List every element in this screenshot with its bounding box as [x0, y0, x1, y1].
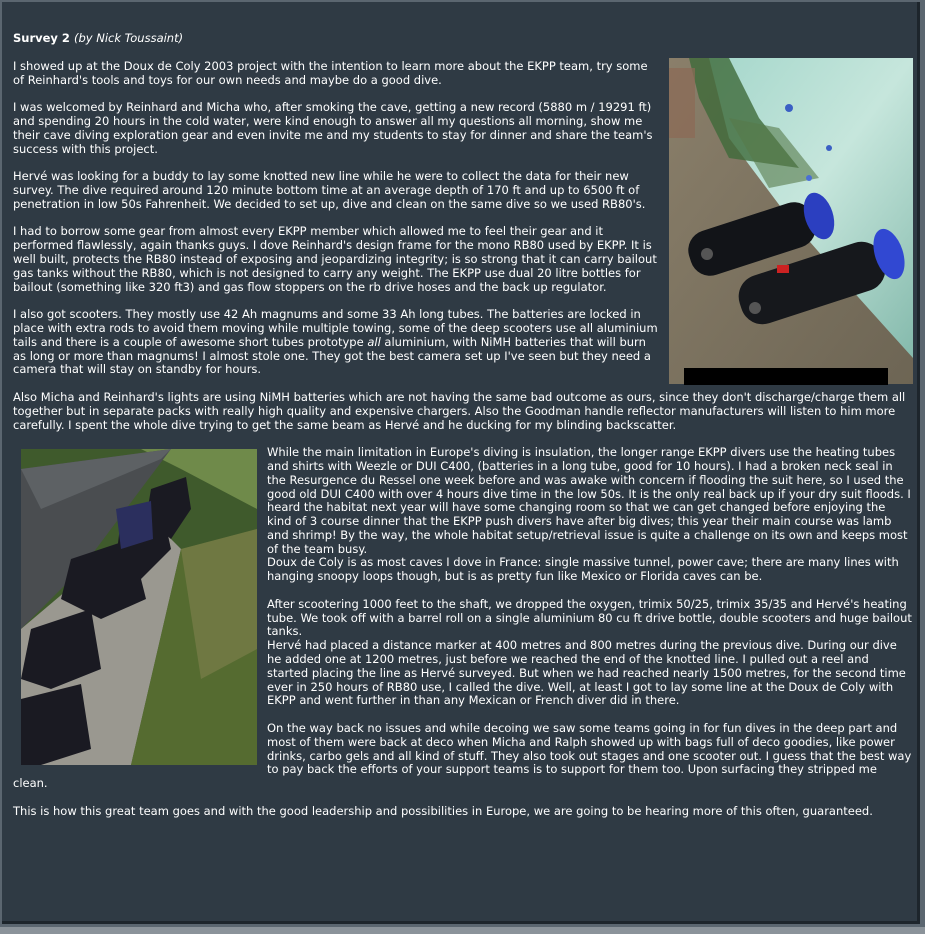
survey-title: Survey 2	[13, 31, 70, 45]
survey-byline: (by Nick Toussaint)	[73, 31, 184, 45]
scooters-text-a: I also got scooters. They mostly use 42 Ah magnums and some 33 Ah long tubes. The batteries are locked in place with extra rods to avoid them moving while multiple towing, some of the deep scooters use all aluminium tails and there is a couple of awesome short tubes prototype	[13, 307, 658, 349]
paragraph-insulation: While the main limitation in Europe's diving is insulation, the longer range EKPP divers use the heating tubes and shirts with Weezle or DUI C400, (batteries in a long tube, good for 10 hours). I had a broken neck seal in the Resurgence du Ressel one week before and was awake with concern if flooding the suit here, so I used the good old DUI C400 with over 4 hours dive time in the low 50s. It is the only real back up if your dry suit floods. I heard the habitat next year will have some changing room so that we can get changed before enjoying the kind of 3 course dinner that the EKPP push divers have after big dives; this year their main course was lamb and shrimp! By the way, the whole habitat setup/retrieval issue is quite a challenge on its own and keeps most of the team busy.	[267, 445, 911, 556]
paragraph-intro: I showed up at the Doux de Coly 2003 project with the intention to learn more about the EKPP team, try some of Reinhard's tools and toys for our own needs and maybe do a good dive.	[13, 58, 648, 87]
photo-caption-bar	[684, 368, 888, 385]
paragraph-doux-de-coly: Doux de Coly is as most caves I dove in France: single massive tunnel, power cave; there are many lines with hanging snoopy loops though, but is as pretty fun like Mexico or Florida caves can be.	[267, 555, 899, 584]
scooters-photo	[669, 58, 913, 384]
paragraph-scootering: After scootering 1000 feet to the shaft, we dropped the oxygen, trimix 50/25, trimix 35/35 and Hervé's heating tube. We took off with a barrel roll on a single aluminium 80 cu ft drive bottle, double scooters and huge bailout tanks.	[267, 596, 912, 639]
survey-heading	[13, 32, 913, 46]
paragraph-lights: Also Micha and Reinhard's lights are using NiMH batteries which are not having the same bad outcome as ours, since they don't discharge/charge them all together but in separate packs with really high quality and expensive chargers. Also the Goodman handle reflector manufacturers will listen to him more carefully. I spent the whole dive trying to get the same beam as Hervé and he ducking for my blinding backscatter.	[13, 389, 906, 432]
scooters-text-b: aluminium, with NiMH batteries that will burn as long or more than magnums! I almost stole one. They got the best camera set up I've seen but they need a camera that will stay on standby for hours.	[13, 334, 651, 377]
paragraph-gear: I had to borrow some gear from almost every EKPP member which allowed me to feel their gear and it performed flawlessly, again thanks guys. I dove Reinhard's design frame for the mono RB80 used by EKPP. It is well built, protects the RB80 instead of exposing and jeopardizing integrity; is so strong that it can carry bailout gas tanks without the RB80, which is not designed to carry any weight. The EKPP use dual 20 litre bottles for bailout (something like 320 ft3) and gas flow stoppers on the rb drive hoses and the back up regulator.	[13, 224, 657, 294]
paragraph-herve: Hervé was looking for a buddy to lay some knotted new line while he were to collect the data for their new survey. The dive required around 120 minute bottom time at an average depth of 170 ft and up to 6500 ft of penetration in low 50s Fahrenheit. We decided to set up, dive and clean on the same dive so we used RB80's.	[13, 169, 646, 211]
paragraph-welcome: I was welcomed by Reinhard and Micha who, after smoking the cave, getting a new record (5880 m / 19291 ft) and spending 20 hours in the cold water, were kind enough to answer all my questions all morning, show me their cave diving exploration gear and even invite me and my students to stay for dinner and share the team's success with this project.	[13, 100, 653, 156]
paragraph-distance-markers: Hervé had placed a distance marker at 400 metres and 800 metres during the previous dive. During our dive he added one at 1200 metres, just before we reached the end of the knotted line. I pulled out a reel and started placing the line as Hervé surveyed. But when we had reached nearly 1500 metres, for the second time ever in 250 hours of RB80 use, I called the dive. Well, at least I got to lay some line at the Doux de Coly with EKPP and went further in than any Mexican or French diver did in there.	[267, 638, 906, 708]
paragraph-way-back: On the way back no issues and while decoing we saw some teams going in for fun dives in the deep part and most of them were back at deco when Micha and Ralph showed up with bags full of deco goodies, like power drinks, carbo gels and all kind of stuff. They also took out stages and one scooter out. I guess that the best way to pay back the efforts of your support teams is to support for them too. Upon surfacing they stripped me clean.	[13, 721, 912, 791]
drysuits-photo	[21, 449, 257, 765]
paragraph-conclusion: This is how this great team goes and with the good leadership and possibilities in Europe, we are going to be hearing more of this often, guaranteed.	[13, 803, 873, 818]
scooters-text-italic: all	[367, 334, 381, 349]
page-bottom-border	[0, 927, 925, 934]
article-body	[13, 32, 913, 832]
article-panel	[2, 2, 920, 924]
